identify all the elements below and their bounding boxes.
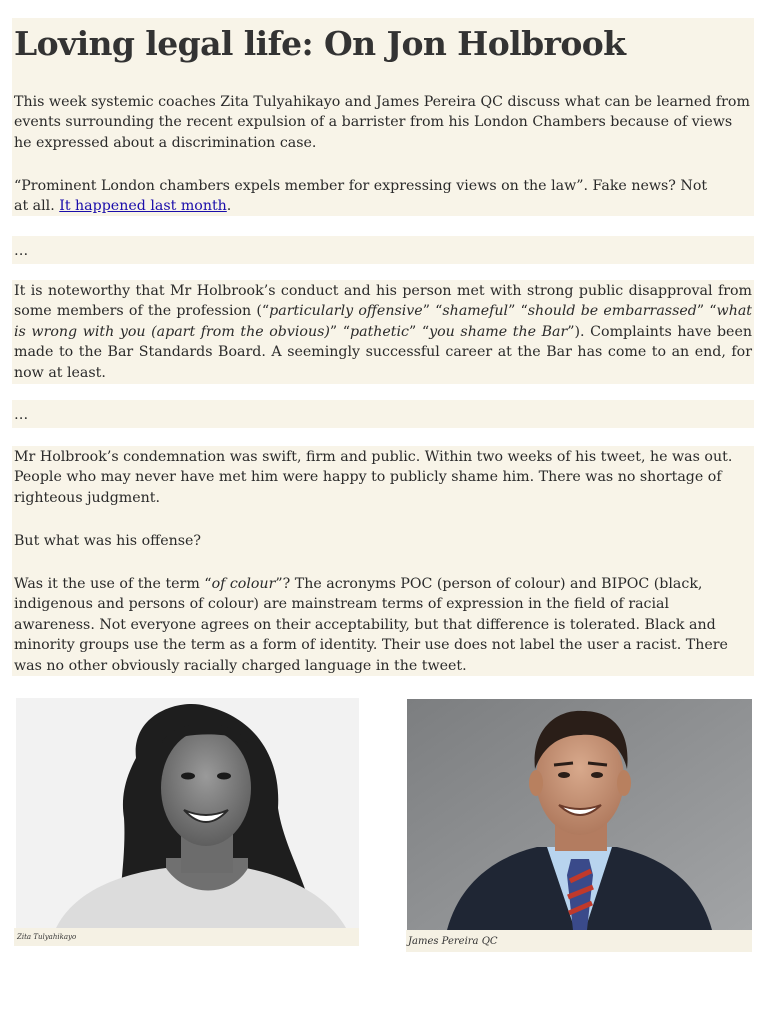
photo-zita-tulyahikayo: [16, 698, 359, 928]
text-run: ” “: [696, 303, 717, 320]
disapproval-paragraph: [14, 281, 752, 383]
text-run: ” “: [329, 323, 351, 340]
text-run: ”? The acronyms POC (person of colour) and BIPOC (black, indigenous and persons of colour) are mainstream terms of expression in the field of racial awareness. Not everyone agrees on their acceptability, but that difference is tolerated. Black and minority groups use the term as a form of identity. Their use does not label the user a racist. There was no other obviously racially charged language in the tweet.: [14, 576, 728, 674]
quote-paragraph: [14, 176, 714, 217]
text-run: ”). Complaints have been made to the Bar Standards Board. A seemingly successful career at the Bar has come to an end, for now at least.: [14, 323, 752, 381]
quote-you-shame-the-bar: you shame the Bar: [429, 323, 568, 340]
text-run: ” “: [508, 303, 528, 320]
quote-particularly-offensive: particularly offensive: [269, 303, 423, 320]
portrait-james-illustration: [407, 699, 752, 930]
text-run: It is noteworthy that Mr Holbrook’s conduct and his person met with strong public disapproval from some members of the profession (“: [14, 283, 752, 320]
caption-zita: Zita Tulyahikayo: [17, 933, 77, 941]
ellipsis-1: …: [14, 243, 29, 259]
it-happened-link[interactable]: It happened last month: [59, 198, 227, 215]
quote-should-be-embarrassed: should be embarrassed: [527, 303, 697, 320]
article-title: Loving legal life: On Jon Holbrook: [14, 24, 626, 63]
condemnation-paragraph: Mr Holbrook’s condemnation was swift, firm and public. Within two weeks of his tweet, he was out. People who may never have met him were happy to publicly shame him. There was no shortage of righteous judgment.: [14, 449, 733, 506]
quote-shameful: shameful: [442, 303, 509, 320]
text-run: ” “: [409, 323, 430, 340]
caption-james: James Pereira QC: [408, 936, 498, 947]
text-run: ” “: [422, 303, 443, 320]
quote-what-is-wrong: what is wrong with you (apart from the obvious): [14, 303, 752, 340]
portrait-zita-illustration: [16, 698, 359, 928]
quote-pathetic: pathetic: [350, 323, 409, 340]
intro-paragraph: This week systemic coaches Zita Tulyahikayo and James Pereira QC discuss what can be learned from events surrounding the recent expulsion of a barrister from his London Chambers because of views he expressed about a discrimination case.: [14, 94, 750, 151]
quote-end: .: [226, 198, 232, 215]
quote-of-colour: of colour: [211, 576, 276, 592]
text-run: Was it the use of the term “: [14, 576, 212, 592]
colour-paragraph: [14, 574, 752, 676]
photo-james-pereira: [407, 699, 752, 930]
ellipsis-2: …: [14, 407, 29, 423]
offense-question: But what was his offense?: [14, 533, 202, 549]
quote-text: “Prominent London chambers expels member for expressing views on the law”. Fake news? Not at all.: [14, 178, 708, 215]
